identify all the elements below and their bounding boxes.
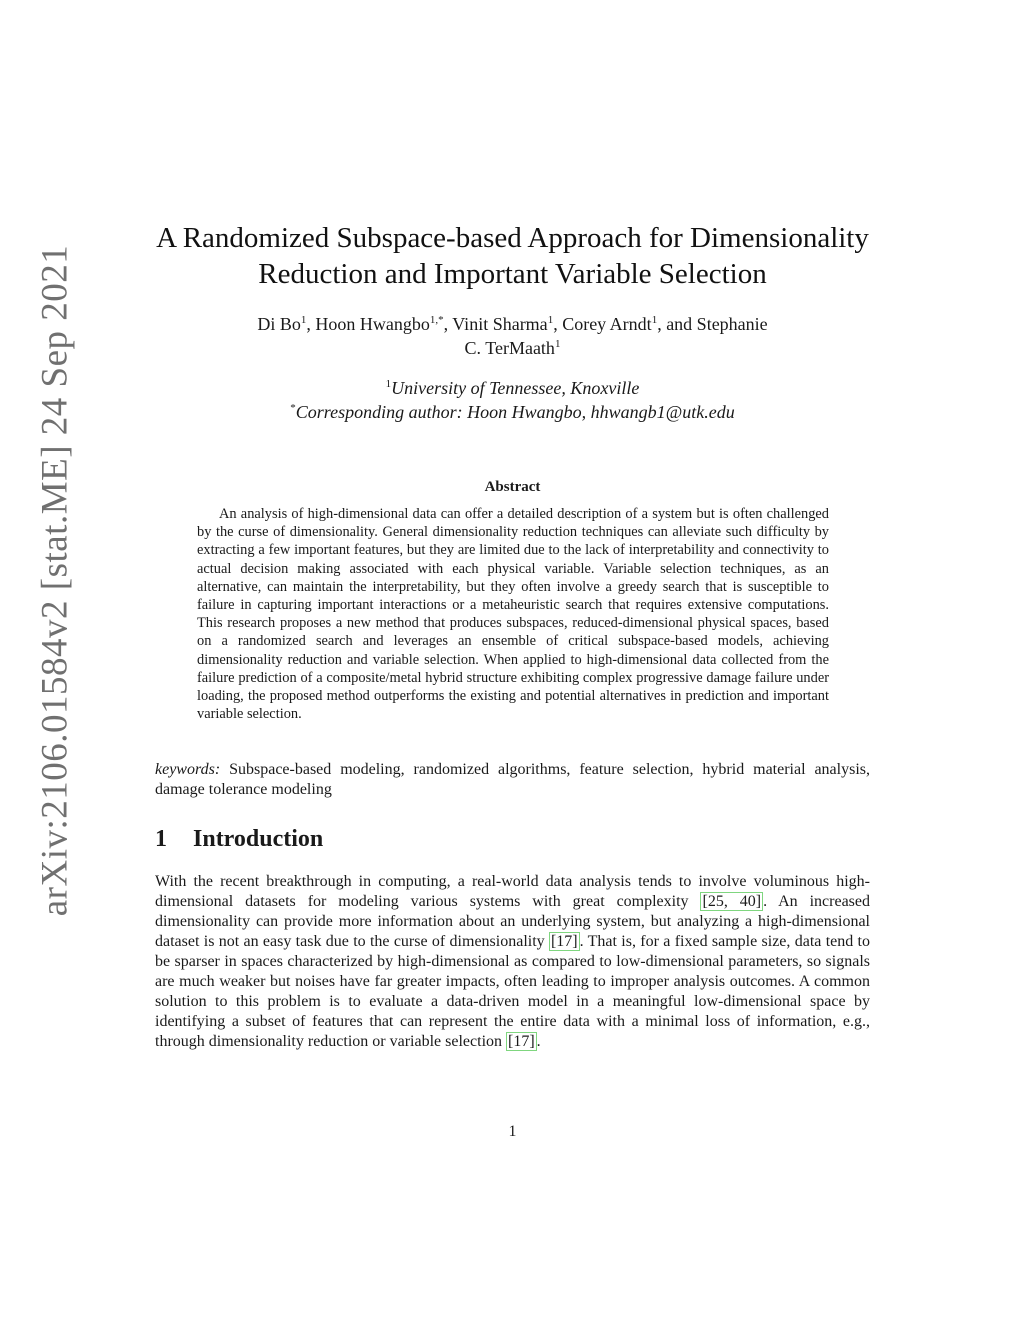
affiliation-sup: *: [290, 402, 296, 414]
author-line-2: [155, 336, 870, 360]
title-line-2: Reduction and Important Variable Selection: [258, 258, 767, 290]
author-sup: 1: [300, 314, 307, 326]
arxiv-stamp: [10, 190, 100, 970]
author-hoon-hwangbo: , Hoon Hwangbo: [306, 314, 430, 334]
citation-link[interactable]: [17]: [550, 933, 578, 950]
section-number: 1: [155, 826, 167, 852]
author-sup: 1: [554, 338, 561, 350]
keywords: [155, 760, 870, 800]
affiliation-sup: 1: [385, 378, 392, 390]
corresponding-author: [155, 400, 870, 424]
author-sup: 1: [651, 314, 658, 326]
intro-text-4: .: [536, 1033, 541, 1050]
author-termaath: C. TerMaath: [464, 338, 555, 358]
arxiv-stamp-text: arXiv:2106.01584v2 [stat.ME] 24 Sep 2021: [34, 244, 76, 916]
citation-link[interactable]: [25, 40]: [702, 893, 762, 910]
corresponding-author-text: Corresponding author: Hoon Hwangbo, hhwangb1@utk.edu: [295, 402, 735, 422]
keywords-text: Subspace-based modeling, randomized algorithms, feature selection, hybrid material analysis, damage tolerance modeling: [155, 761, 870, 798]
affiliation-1-text: University of Tennessee, Knoxville: [391, 378, 640, 398]
paper-title: [155, 220, 870, 292]
author-sup: 1,*: [429, 314, 444, 326]
author-list: [155, 312, 870, 360]
keywords-label: keywords:: [155, 761, 221, 778]
affiliation-1: [155, 376, 870, 400]
author-corey-arndt: , Corey Arndt: [553, 314, 652, 334]
introduction-paragraph: [155, 872, 870, 1052]
author-sup: 1: [547, 314, 554, 326]
abstract-heading: Abstract: [484, 479, 541, 495]
author-vinit-sharma: , Vinit Sharma: [443, 314, 548, 334]
section-heading: [155, 826, 870, 853]
title-line-1: A Randomized Subspace-based Approach for Dimensionality: [156, 222, 869, 254]
citation-link[interactable]: [17]: [508, 1033, 535, 1050]
intro-text-3: . That is, for a fixed sample size, data tend to be sparser in spaces characterized by high-dimensional as compared to low-dimensional parameters, so signals are much weaker but noises have far greater impacts, often leading to improper analysis outcomes. A common solution to this problem is to evaluate a data-driven model in a meaningful low-dimensional space by identifying a subset of features that can represent the entire data with a minimal loss of information, e.g., through dimensionality reduction or variable selection: [155, 933, 870, 1050]
abstract-body: An analysis of high-dimensional data can offer a detailed description of a system but is often challenged by the curse of dimensionality. General dimensionality reduction techniques can alleviate such difficulty by extracting a few important features, but they are limited due to the lack of interpretability and connectivity to actual decision making associated with each physical variable. Variable selection techniques, as an alternative, can maintain the interpretability, but they often involve a greedy search that is susceptible to failure in capturing important interactions or a metaheuristic search that requires extensive computations. This research proposes a new method that produces subspaces, reduced-dimensional physical spaces, based on a randomized search and leverages an ensemble of critical subspace-based models, achieving dimensionality reduction and variable selection. When applied to high-dimensional data collected from the failure prediction of a composite/metal hybrid structure exhibiting complex progressive damage failure under loading, the proposed method outperforms the existing and potential alternatives in prediction and important variable selection.: [197, 506, 829, 723]
section-title: Introduction: [193, 826, 324, 852]
author-stephanie: , and Stephanie: [657, 314, 768, 334]
page-number: 1: [508, 1123, 517, 1140]
affiliations: [155, 376, 870, 424]
intro-text-1: With the recent breakthrough in computing, a real-world data analysis tends to involve voluminous high-dimensional datasets for modeling various systems with great complexity: [155, 873, 870, 910]
author-di-bo: Di Bo: [257, 314, 301, 334]
author-line-1: [155, 312, 870, 336]
intro-text-2: . An increased dimensionality can provide more information about an underlying system, but analyzing a high-dimensional dataset is not an easy task due to the curse of dimensionality: [155, 893, 871, 950]
